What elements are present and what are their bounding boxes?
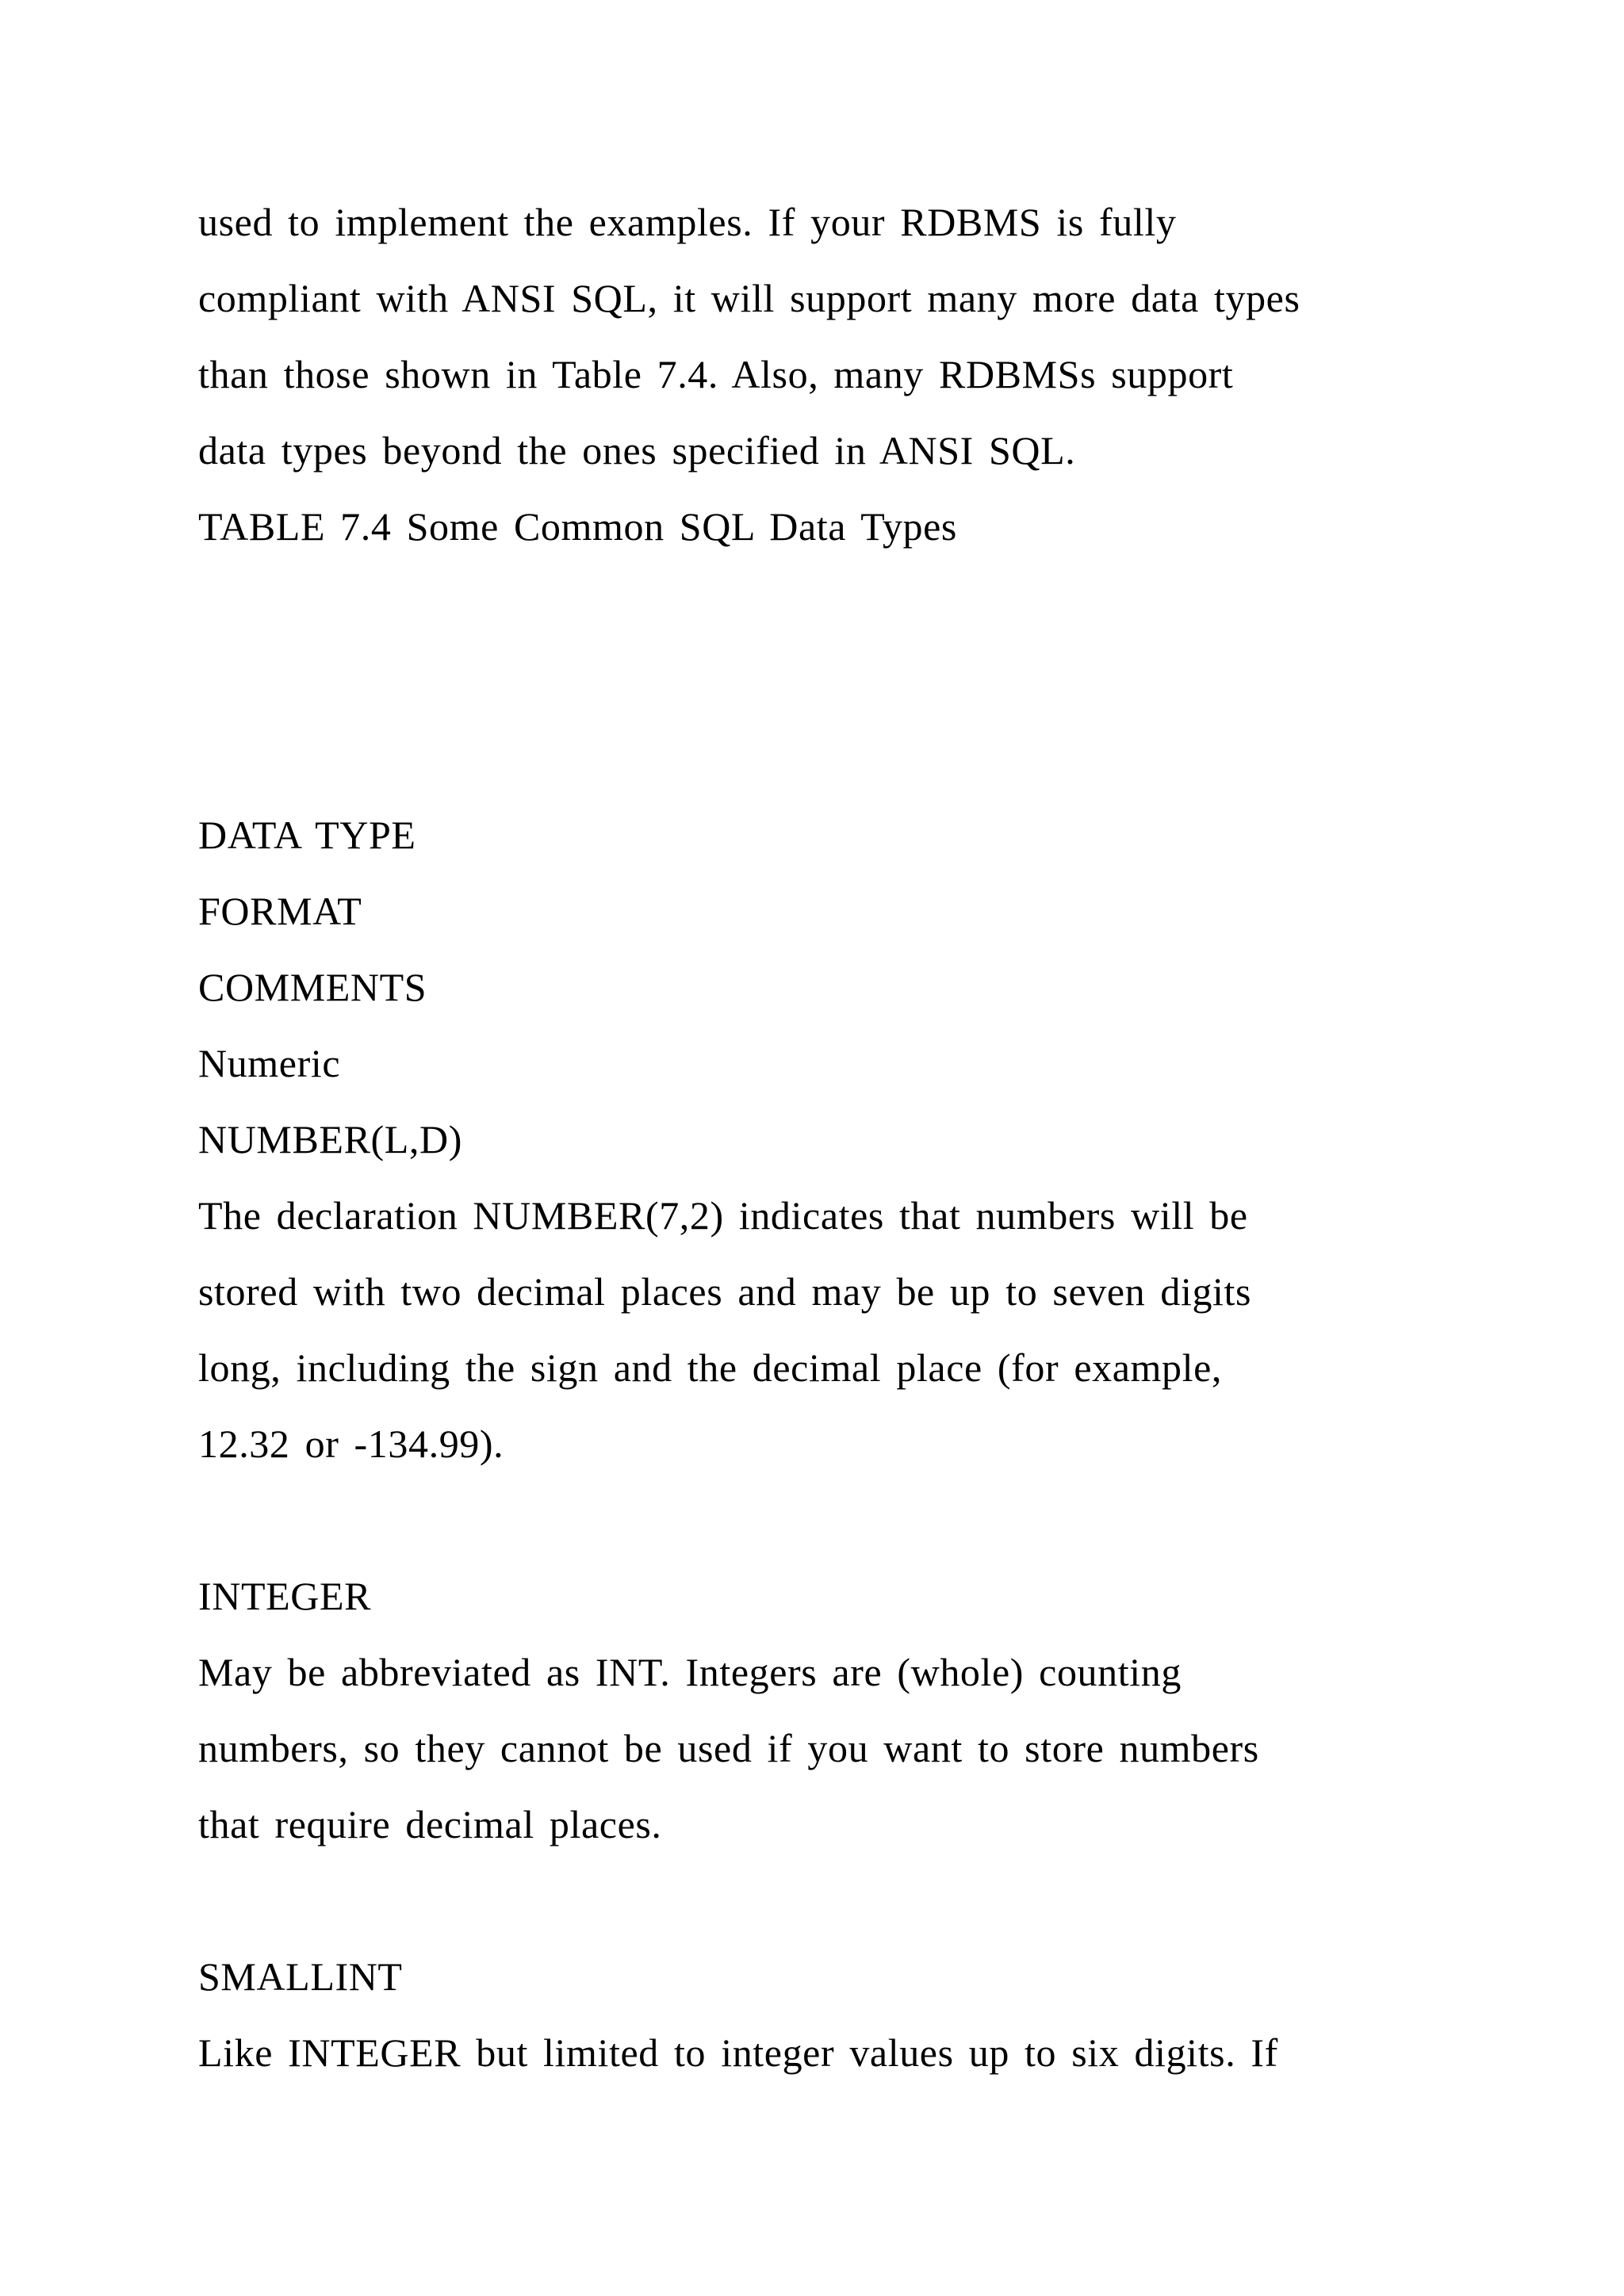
integer-comment-line-2: numbers, so they cannot be used if you want to store numbers	[198, 1726, 1259, 1770]
number-comment-line-1: The declaration NUMBER(7,2) indicates that numbers will be	[198, 1193, 1248, 1238]
header-data-type: DATA TYPE	[198, 813, 416, 857]
intro-line-1: used to implement the examples. If your RDBMS is fully	[198, 200, 1177, 244]
smallint-format: SMALLINT	[198, 1954, 403, 1999]
table-caption: TABLE 7.4 Some Common SQL Data Types	[198, 504, 957, 549]
intro-line-4: data types beyond the ones specified in ANSI SQL.	[198, 428, 1076, 473]
smallint-comment-line-1: Like INTEGER but limited to integer values up to six digits. If	[198, 2030, 1278, 2075]
number-comment-line-3: long, including the sign and the decimal place (for example,	[198, 1345, 1223, 1390]
category-numeric: Numeric	[198, 1041, 341, 1085]
integer-comment-line-3: that require decimal places.	[198, 1802, 662, 1846]
number-comment-line-2: stored with two decimal places and may be up to seven digits	[198, 1269, 1252, 1314]
header-comments: COMMENTS	[198, 965, 427, 1009]
number-format: NUMBER(L,D)	[198, 1117, 462, 1161]
integer-comment-line-1: May be abbreviated as INT. Integers are (whole) counting	[198, 1650, 1182, 1694]
header-format: FORMAT	[198, 889, 362, 933]
intro-line-2: compliant with ANSI SQL, it will support many more data types	[198, 276, 1300, 320]
integer-format: INTEGER	[198, 1574, 372, 1618]
intro-line-3: than those shown in Table 7.4. Also, many RDBMSs support	[198, 352, 1234, 396]
number-comment-line-4: 12.32 or -134.99).	[198, 1422, 504, 1466]
